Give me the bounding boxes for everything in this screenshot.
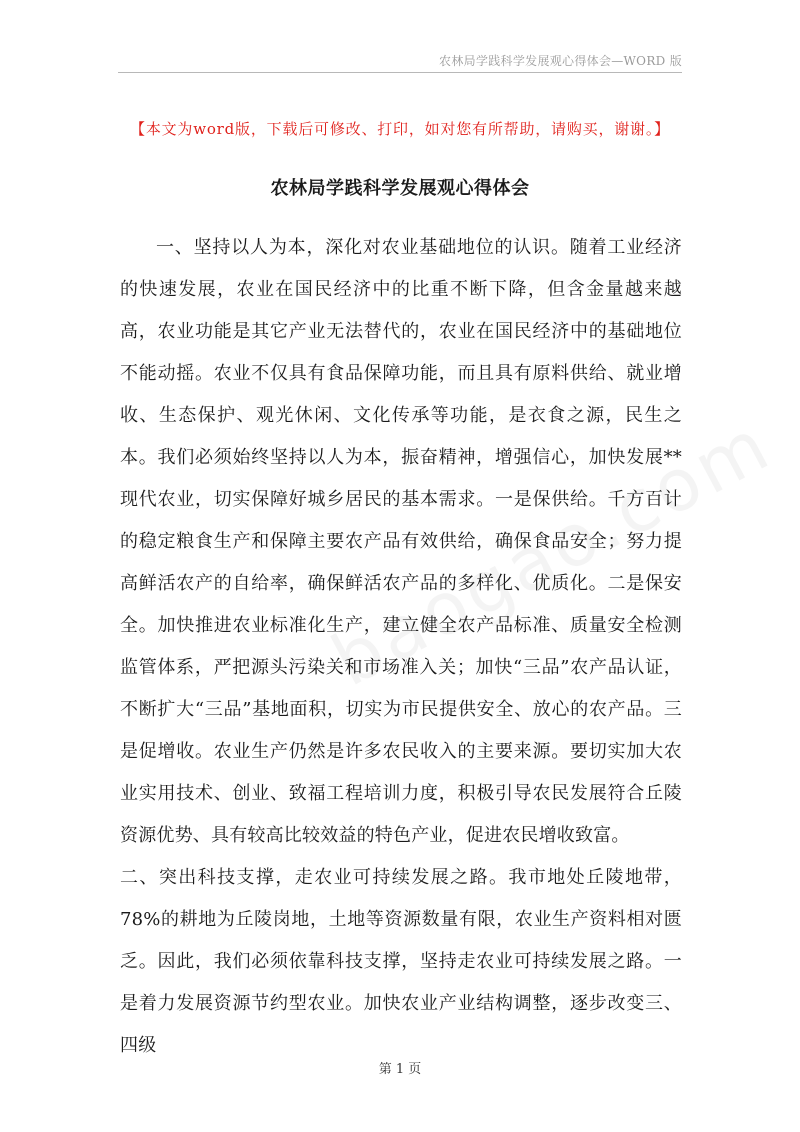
header-divider xyxy=(118,72,682,73)
document-body xyxy=(120,227,682,1067)
purchase-notice: 【本文为word版，下载后可修改、打印，如对您有所帮助，请购买，谢谢。】 xyxy=(130,120,670,138)
page-number: 第 1 页 xyxy=(378,1062,422,1077)
paragraph-2: 二、突出科技支撑，走农业可持续发展之路。我市地处丘陵地带，78%的耕地为丘陵岗地，土地等资源数量有限，农业生产资料相对匮乏。因此，我们必须依靠科技支撑，坚持走农业可持续发展之路。一是着力发展资源节约型农业。加快农业产业结构调整，逐步改变三、四级 xyxy=(120,867,682,1056)
document-title: 农林局学践科学发展观心得体会 xyxy=(270,178,530,199)
page-header: 农林局学践科学发展观心得体会—WORD 版 xyxy=(439,54,682,68)
paragraph-1: 一、坚持以人为本，深化对农业基础地位的认识。随着工业经济的快速发展，农业在国民经济中的比重不断下降，但含金量越来越高，农业功能是其它产业无法替代的，农业在国民经济中的基础地位不能动摇。农业不仅具有食品保障功能，而且具有原料供给、就业增收、生态保护、观光休闲、文化传承等功能，是衣食之源，民生之本。我们必须始终坚持以人为本，振奋精神，增强信心，加快发展**现代农业，切实保障好城乡居民的基本需求。一是保供给。千方百计的稳定粮食生产和保障主要农产品有效供给，确保食品安全；努力提高鲜活农产的自给率，确保鲜活农产品的多样化、优质化。二是保安全。加快推进农业标准化生产，建立健全农产品标准、质量安全检测监管体系，严把源头污染关和市场准入关；加快“三品”农产品认证，不断扩大“三品”基地面积，切实为市民提供安全、放心的农产品。三是促增收。农业生产仍然是许多农民收入的主要来源。要切实加大农业实用技术、创业、致福工程培训力度，积极引导农民发展符合丘陵资源优势、具有较高比较效益的特色产业，促进农民增收致富。 xyxy=(120,237,682,846)
